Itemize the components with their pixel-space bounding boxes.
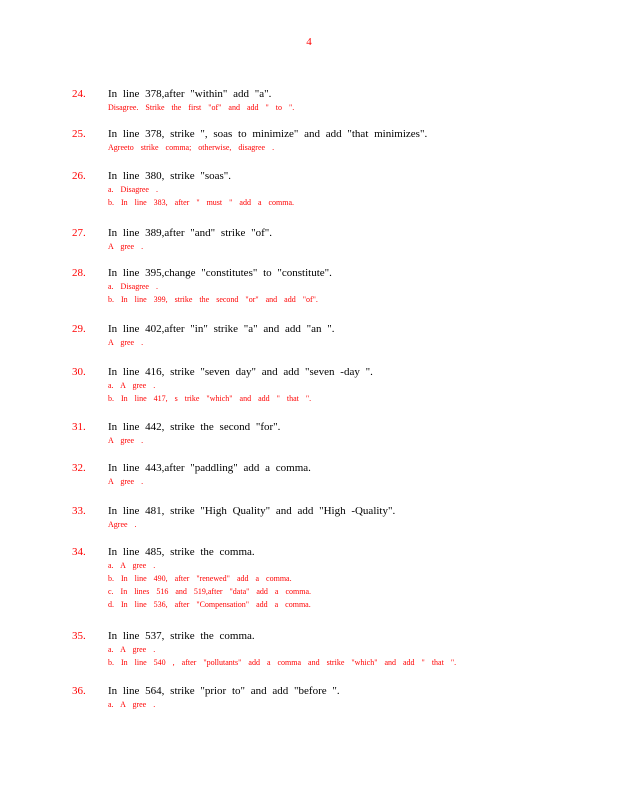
item-instruction: In line 378, strike ", soas to minimize" and add "that minimizes". [108,128,428,140]
item-response: a. Disagree . [108,282,158,291]
item-instruction: In line 395,change "constitutes" to "constitute". [108,267,332,279]
item-number: 34. [72,546,86,558]
item-instruction: In line 481, strike "High Quality" and add "High -Quality". [108,505,396,517]
item-number: 35. [72,630,86,642]
item-response: b. In line 383, after " must " add a comma. [108,198,295,207]
item-response: A gree . [108,338,144,347]
item-response: b. In line 540 , after "pollutants" add a comma and strike "which" and add " that ". [108,658,457,667]
item-instruction: In line 485, strike the comma. [108,546,255,558]
item-instruction: In line 380, strike "soas". [108,170,232,182]
item-response: c. In lines 516 and 519,after "data" add a comma. [108,587,312,596]
item-response: a. A gree . [108,700,156,709]
item-response: a. Disagree . [108,185,158,194]
item-number: 31. [72,421,86,433]
item-instruction: In line 564, strike "prior to" and add "before ". [108,685,340,697]
item-response: A gree . [108,242,144,251]
item-instruction: In line 442, strike the second "for". [108,421,281,433]
item-response: d. In line 536, after "Compensation" add a comma. [108,600,311,609]
item-number: 36. [72,685,86,697]
item-response: a. A gree . [108,381,156,390]
item-response: b. In line 399, strike the second "or" and add "of". [108,295,318,304]
item-number: 32. [72,462,86,474]
item-response: Agree . [108,520,137,529]
item-number: 28. [72,267,86,279]
item-instruction: In line 416, strike "seven day" and add "seven -day ". [108,366,373,378]
item-number: 30. [72,366,86,378]
item-instruction: In line 378,after "within" add "a". [108,88,272,100]
item-number: 33. [72,505,86,517]
item-instruction: In line 443,after "paddling" add a comma. [108,462,311,474]
item-instruction: In line 402,after "in" strike "a" and add "an ". [108,323,335,335]
item-response: b. In line 490, after "renewed" add a comma. [108,574,292,583]
item-response: A gree . [108,436,144,445]
page-number: 4 [306,36,312,48]
item-response: a. A gree . [108,561,156,570]
item-response: A gree . [108,477,144,486]
item-response: a. A gree . [108,645,156,654]
item-number: 26. [72,170,86,182]
item-response: Disagree. Strike the first "of" and add " to ". [108,103,295,112]
item-instruction: In line 389,after "and" strike "of". [108,227,272,239]
item-response: Agreeto strike comma; otherwise, disagree . [108,143,275,152]
item-response: b. In line 417, s trike "which" and add " that ". [108,394,312,403]
item-number: 27. [72,227,86,239]
item-number: 29. [72,323,86,335]
item-number: 24. [72,88,86,100]
item-number: 25. [72,128,86,140]
item-instruction: In line 537, strike the comma. [108,630,255,642]
